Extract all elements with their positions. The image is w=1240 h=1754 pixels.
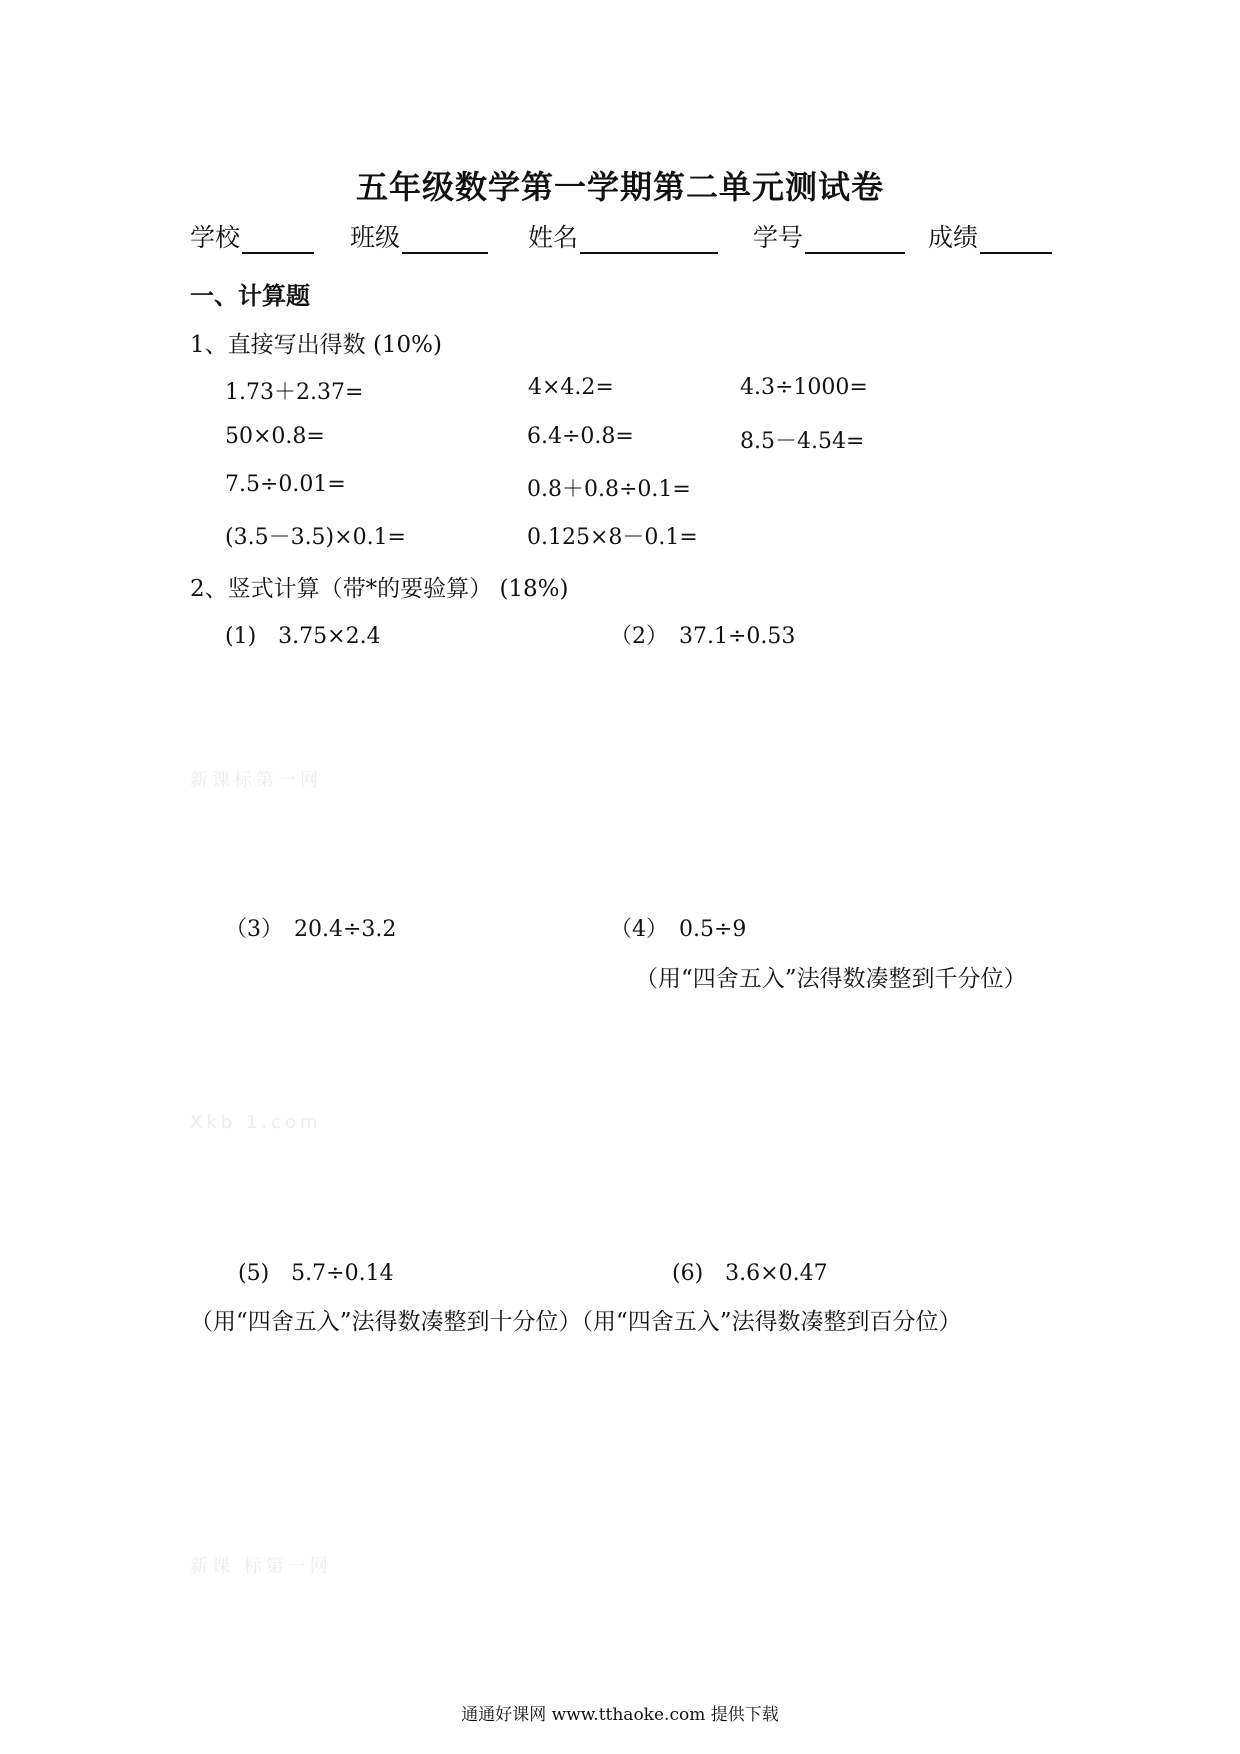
q2-heading: 2、竖式计算（带*的要验算） (18%) [190,576,569,602]
q2-problem-2: （2） 37.1÷0.53 [610,624,796,649]
q1-item: 4×4.2= [528,375,614,400]
footer-text: 通通好课网 www.tthaoke.com 提供下载 [461,1705,779,1725]
q1-item: 7.5÷0.01= [225,472,346,497]
name-blank[interactable] [580,226,718,254]
score-field [928,218,1052,254]
q1-item: 8.5－4.54= [740,429,865,454]
watermark: Xkb 1.com [190,1112,322,1133]
q1-item: 0.8＋0.8÷0.1= [527,477,691,502]
name-label: 姓名 [528,223,579,252]
q2-problem-1: (1) 3.75×2.4 [225,624,381,649]
q1-item: 0.125×8－0.1= [527,525,698,550]
name-field [528,218,718,254]
score-label: 成绩 [928,223,979,252]
q1-heading: 1、直接写出得数 (10%) [190,332,443,358]
watermark: 新课 标第一网 [190,1556,332,1577]
q1-item: 50×0.8= [225,424,325,449]
q1-item: 4.3÷1000= [740,375,868,400]
school-field [190,218,314,254]
page-title: 五年级数学第一学期第二单元测试卷 [355,168,884,206]
q2-problem-3: （3） 20.4÷3.2 [225,917,397,942]
number-blank[interactable] [805,226,905,254]
score-blank[interactable] [980,226,1052,254]
school-label: 学校 [190,223,241,252]
class-blank[interactable] [402,226,488,254]
q1-item: (3.5－3.5)×0.1= [225,525,406,550]
number-label: 学号 [753,223,804,252]
q2-problem-4-note: （用“四舍五入”法得数凑整到千分位） [635,966,1027,992]
class-label: 班级 [350,223,401,252]
q1-item: 6.4÷0.8= [527,424,634,449]
school-blank[interactable] [242,226,314,254]
q2-problem-5: (5) 5.7÷0.14 [238,1261,394,1286]
q2-problem-5-6-note: （用“四舍五入”法得数凑整到十分位）（用“四舍五入”法得数凑整到百分位） [190,1309,962,1335]
q1-item: 1.73＋2.37= [225,380,364,405]
watermark: 新课标第一网 [190,770,322,791]
section-heading: 一、计算题 [190,282,310,310]
q2-problem-6: (6) 3.6×0.47 [672,1261,828,1286]
q2-problem-4: （4） 0.5÷9 [610,917,747,942]
number-field [753,218,905,254]
class-field [350,218,488,254]
